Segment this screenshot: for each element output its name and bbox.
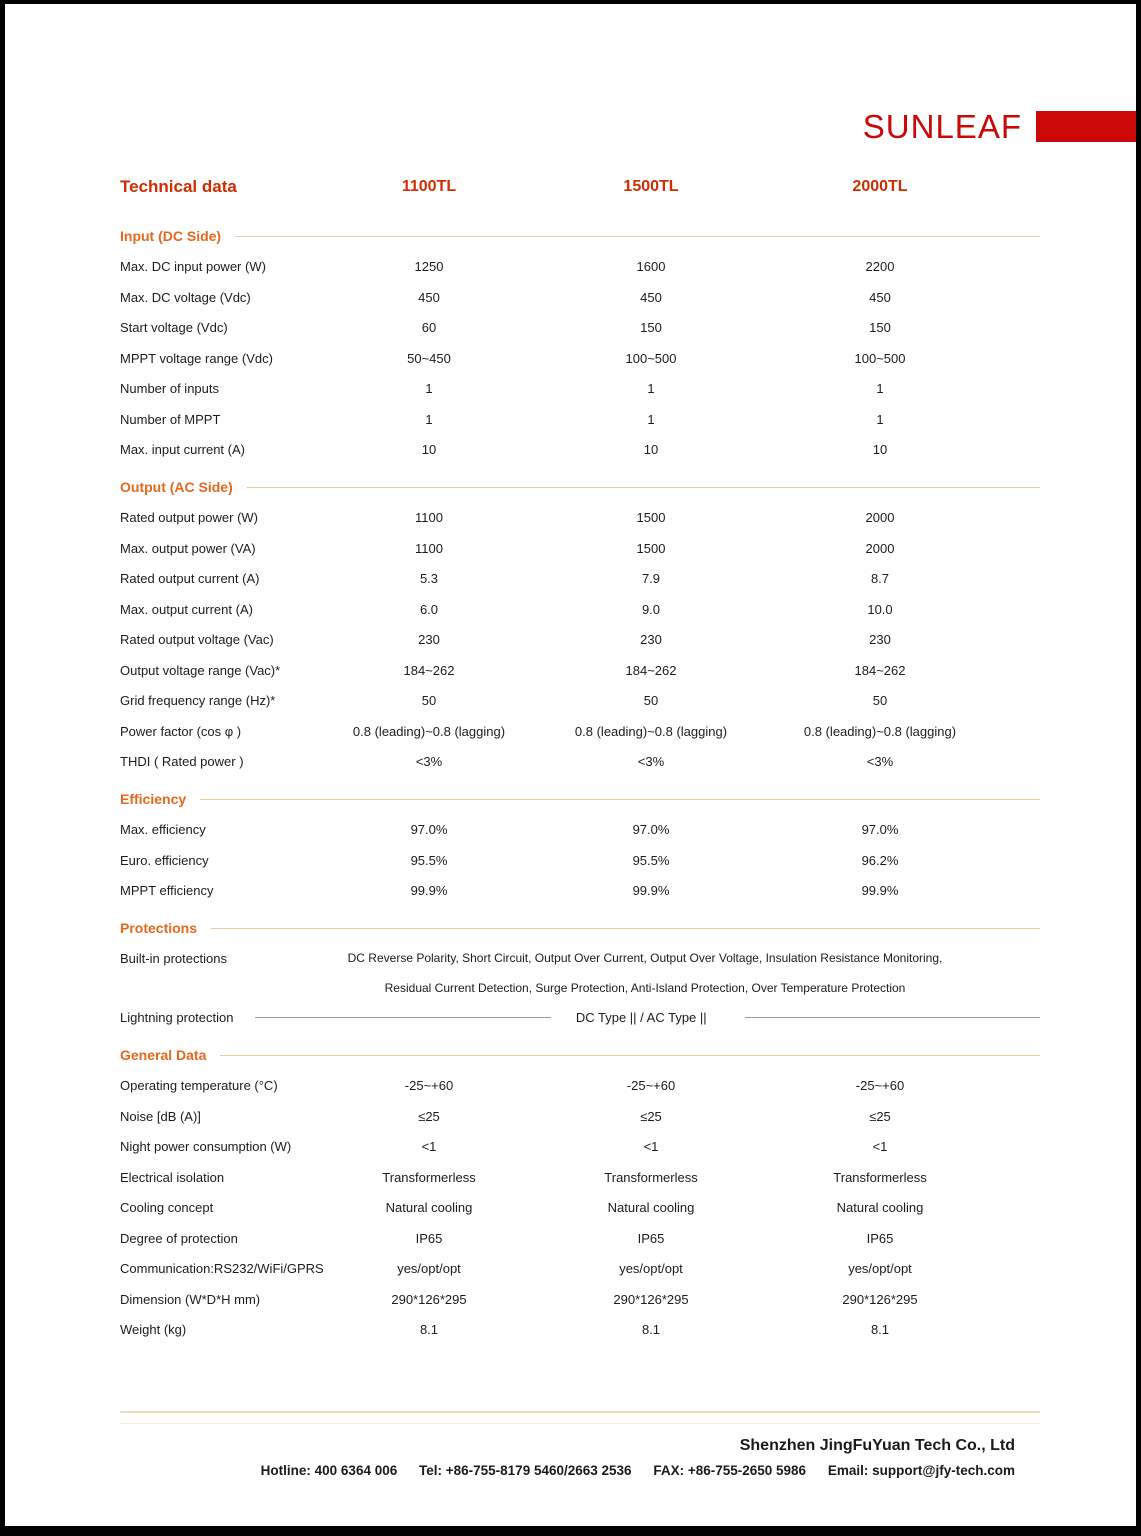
row-value: 290*126*295 (613, 1291, 689, 1307)
row-value: 100~500 (854, 350, 906, 366)
row-value: 2000 (865, 510, 895, 526)
section-title: Input (DC Side) (120, 228, 222, 245)
row-value: 1 (876, 411, 884, 427)
row-label: Power factor (cos φ ) (120, 723, 242, 739)
row-value: 10 (643, 442, 659, 458)
row-value: 1 (647, 411, 655, 427)
row-label: Degree of protection (120, 1230, 238, 1246)
row-value: -25~+60 (626, 1078, 676, 1094)
spec-section (120, 472, 1040, 777)
model-header-2000tl: 2000TL (852, 178, 908, 195)
spec-section (120, 221, 1040, 465)
row-value: 60 (421, 320, 437, 336)
section-rule-line (211, 928, 1040, 929)
row-label: Max. input current (A) (120, 442, 245, 458)
spec-row (120, 944, 1040, 974)
row-label: Weight (kg) (120, 1322, 187, 1338)
row-label: THDI ( Rated power ) (120, 754, 244, 770)
row-value: Natural cooling (385, 1200, 473, 1216)
row-value: 97.0% (410, 822, 448, 838)
dash-line (255, 1017, 550, 1018)
spec-row (120, 1254, 1040, 1285)
row-value: 290*126*295 (842, 1291, 918, 1307)
row-value: 99.9% (632, 883, 670, 899)
row-value: 97.0% (632, 822, 670, 838)
spec-section (120, 913, 1040, 1033)
row-value: Transformerless (604, 1169, 698, 1185)
section-rule-line (200, 799, 1040, 800)
row-label: Max. DC input power (W) (120, 259, 266, 275)
row-value: 8.1 (641, 1322, 661, 1338)
section-header (120, 221, 1040, 252)
row-value: <3% (415, 754, 443, 770)
section-title: Efficiency (120, 791, 187, 808)
row-value: yes/opt/opt (619, 1261, 683, 1277)
spec-row (120, 533, 1040, 564)
row-label: Max. efficiency (120, 822, 206, 838)
row-value: 2000 (865, 540, 895, 556)
row-label: Noise [dB (A)] (120, 1108, 201, 1124)
spec-row (120, 1193, 1040, 1224)
section-header (120, 472, 1040, 503)
row-value: -25~+60 (404, 1078, 454, 1094)
row-value: 450 (869, 289, 891, 305)
row-label: Max. output power (VA) (120, 540, 256, 556)
spec-row (120, 594, 1040, 625)
row-value: Natural cooling (836, 1200, 924, 1216)
row-value: 184~262 (854, 662, 906, 678)
row-value: 1 (425, 381, 433, 397)
spec-row (120, 435, 1040, 466)
spec-row (120, 503, 1040, 534)
row-value: <3% (637, 754, 665, 770)
row-value: yes/opt/opt (848, 1261, 912, 1277)
row-value: 290*126*295 (391, 1291, 467, 1307)
spec-section (120, 1040, 1040, 1345)
spec-row (120, 845, 1040, 876)
spec-row (120, 1071, 1040, 1102)
row-value: IP65 (637, 1230, 665, 1246)
spec-sections (120, 221, 1040, 1345)
row-value: 10.0 (867, 601, 893, 617)
footer-contact-line (120, 1463, 1040, 1478)
footer-divider (120, 1411, 1040, 1413)
row-value: 8.1 (419, 1322, 439, 1338)
row-value: 230 (418, 632, 440, 648)
row-label: Operating temperature (°C) (120, 1078, 278, 1094)
section-rule-line (235, 236, 1040, 237)
row-label: MPPT efficiency (120, 883, 214, 899)
row-label: Rated output current (A) (120, 571, 260, 587)
protection-text-line: DC Reverse Polarity, Short Circuit, Output Over Current, Output Over Voltage, Insulation Resistance Monitoring, (347, 951, 943, 966)
row-value: Transformerless (833, 1169, 927, 1185)
row-label: Night power consumption (W) (120, 1139, 292, 1155)
row-label: Start voltage (Vdc) (120, 320, 228, 336)
footer-company-name: Shenzhen JingFuYuan Tech Co., Ltd (739, 1437, 1015, 1454)
footer-tel: Tel: +86-755-8179 5460/2663 2536 (419, 1463, 632, 1478)
spec-row (120, 1101, 1040, 1132)
row-value: 5.3 (419, 571, 439, 587)
spec-row (120, 1223, 1040, 1254)
spec-row (120, 1003, 1040, 1034)
section-title: General Data (120, 1047, 207, 1064)
spec-row (120, 973, 1040, 1003)
spec-row (120, 747, 1040, 778)
row-value: 7.9 (641, 571, 661, 587)
spec-section (120, 784, 1040, 906)
dash-line (745, 1017, 1040, 1018)
row-value: IP65 (415, 1230, 443, 1246)
row-value: ≤25 (418, 1108, 440, 1124)
row-value: 1100 (415, 510, 443, 526)
spec-row (120, 655, 1040, 686)
row-value: 0.8 (leading)~0.8 (lagging) (803, 723, 957, 739)
row-value: 8.1 (870, 1322, 890, 1338)
row-value: 2200 (865, 259, 895, 275)
row-label: Output voltage range (Vac)* (120, 662, 281, 678)
row-value: 10 (872, 442, 888, 458)
brand-logo-bar (1036, 111, 1136, 142)
spec-row (120, 374, 1040, 405)
model-header-1500tl: 1500TL (623, 178, 679, 195)
footer-fax: FAX: +86-755-2650 5986 (653, 1463, 807, 1478)
row-value: 184~262 (403, 662, 455, 678)
row-value: 450 (418, 289, 440, 305)
row-value: 9.0 (641, 601, 661, 617)
row-value: 1 (876, 381, 884, 397)
row-value: yes/opt/opt (397, 1261, 461, 1277)
row-value: 1100 (415, 540, 443, 556)
row-value: 1500 (636, 510, 666, 526)
row-value: ≤25 (640, 1108, 662, 1124)
row-label: Number of MPPT (120, 411, 221, 427)
row-value: -25~+60 (855, 1078, 905, 1094)
row-value: 50~450 (407, 350, 451, 366)
section-header (120, 913, 1040, 944)
row-value: 95.5% (632, 852, 670, 868)
spec-row (120, 282, 1040, 313)
row-label: MPPT voltage range (Vdc) (120, 350, 273, 366)
footer-divider-secondary (120, 1423, 1040, 1424)
section-title: Protections (120, 920, 198, 937)
row-value: 230 (640, 632, 662, 648)
spec-row (120, 815, 1040, 846)
row-value: 96.2% (861, 852, 899, 868)
row-value: <1 (872, 1139, 888, 1155)
datasheet-content (5, 172, 1136, 1536)
row-value: 1500 (636, 540, 666, 556)
footer-hotline: Hotline: 400 6364 006 (260, 1463, 398, 1478)
row-value: <3% (866, 754, 894, 770)
spec-row (120, 1315, 1040, 1346)
row-value: 150 (640, 320, 662, 336)
row-value: 0.8 (leading)~0.8 (lagging) (574, 723, 728, 739)
row-value: 99.9% (861, 883, 899, 899)
section-title: Output (AC Side) (120, 479, 233, 496)
row-value: 97.0% (861, 822, 899, 838)
row-label: Rated output voltage (Vac) (120, 632, 274, 648)
row-label: Cooling concept (120, 1200, 214, 1216)
row-value: Natural cooling (607, 1200, 695, 1216)
row-label: Max. output current (A) (120, 601, 253, 617)
section-header (120, 784, 1040, 815)
row-value: 150 (869, 320, 891, 336)
row-value: 230 (869, 632, 891, 648)
spec-row (120, 404, 1040, 435)
row-value: 8.7 (870, 571, 890, 587)
row-value: 1250 (414, 259, 444, 275)
section-rule-line (220, 1055, 1040, 1056)
section-header (120, 1040, 1040, 1071)
row-label: Lightning protection (120, 1010, 234, 1026)
spec-row (120, 564, 1040, 595)
spec-row (120, 343, 1040, 374)
row-value: 50 (872, 693, 888, 709)
row-label: Electrical isolation (120, 1169, 225, 1185)
row-label: Euro. efficiency (120, 852, 209, 868)
row-value: IP65 (866, 1230, 894, 1246)
row-value: 50 (643, 693, 659, 709)
row-value: <1 (643, 1139, 659, 1155)
row-label: Number of inputs (120, 381, 219, 397)
row-label: Grid frequency range (Hz)* (120, 693, 276, 709)
spec-row (120, 1132, 1040, 1163)
row-value: ≤25 (869, 1108, 891, 1124)
row-label: Built-in protections (120, 950, 227, 966)
spec-row (120, 716, 1040, 747)
spec-row (120, 313, 1040, 344)
row-value: 95.5% (410, 852, 448, 868)
spec-row (120, 625, 1040, 656)
row-value: 50 (421, 693, 437, 709)
row-label: Communication:RS232/WiFi/GPRS (120, 1261, 324, 1277)
row-value: 184~262 (625, 662, 677, 678)
row-value: 1600 (636, 259, 666, 275)
row-value: 10 (421, 442, 437, 458)
row-value: <1 (421, 1139, 437, 1155)
row-value: 0.8 (leading)~0.8 (lagging) (352, 723, 506, 739)
row-value: 100~500 (625, 350, 677, 366)
page-title: Technical data (120, 177, 237, 196)
row-value: 6.0 (419, 601, 439, 617)
row-value: DC Type || / AC Type || (575, 1010, 707, 1026)
table-header-row (120, 172, 1040, 202)
model-header-1100tl: 1100TL (401, 178, 457, 195)
section-rule-line (247, 487, 1040, 488)
row-label: Max. DC voltage (Vdc) (120, 289, 251, 305)
row-value: 1 (647, 381, 655, 397)
brand-header (863, 110, 1136, 143)
spec-row (120, 252, 1040, 283)
protection-text-line: Residual Current Detection, Surge Protection, Anti-Island Protection, Over Temperature Protection (384, 980, 906, 995)
brand-logo-text: SUNLEAF (862, 108, 1022, 145)
spec-row (120, 876, 1040, 907)
row-label: Rated output power (W) (120, 510, 259, 526)
row-value: Transformerless (382, 1169, 476, 1185)
row-label: Dimension (W*D*H mm) (120, 1291, 261, 1307)
spec-row (120, 686, 1040, 717)
row-value: 99.9% (410, 883, 448, 899)
spec-row (120, 1284, 1040, 1315)
footer-email: Email: support@jfy-tech.com (827, 1463, 1015, 1478)
row-value: 1 (425, 411, 433, 427)
row-value: 450 (640, 289, 662, 305)
spec-row (120, 1162, 1040, 1193)
